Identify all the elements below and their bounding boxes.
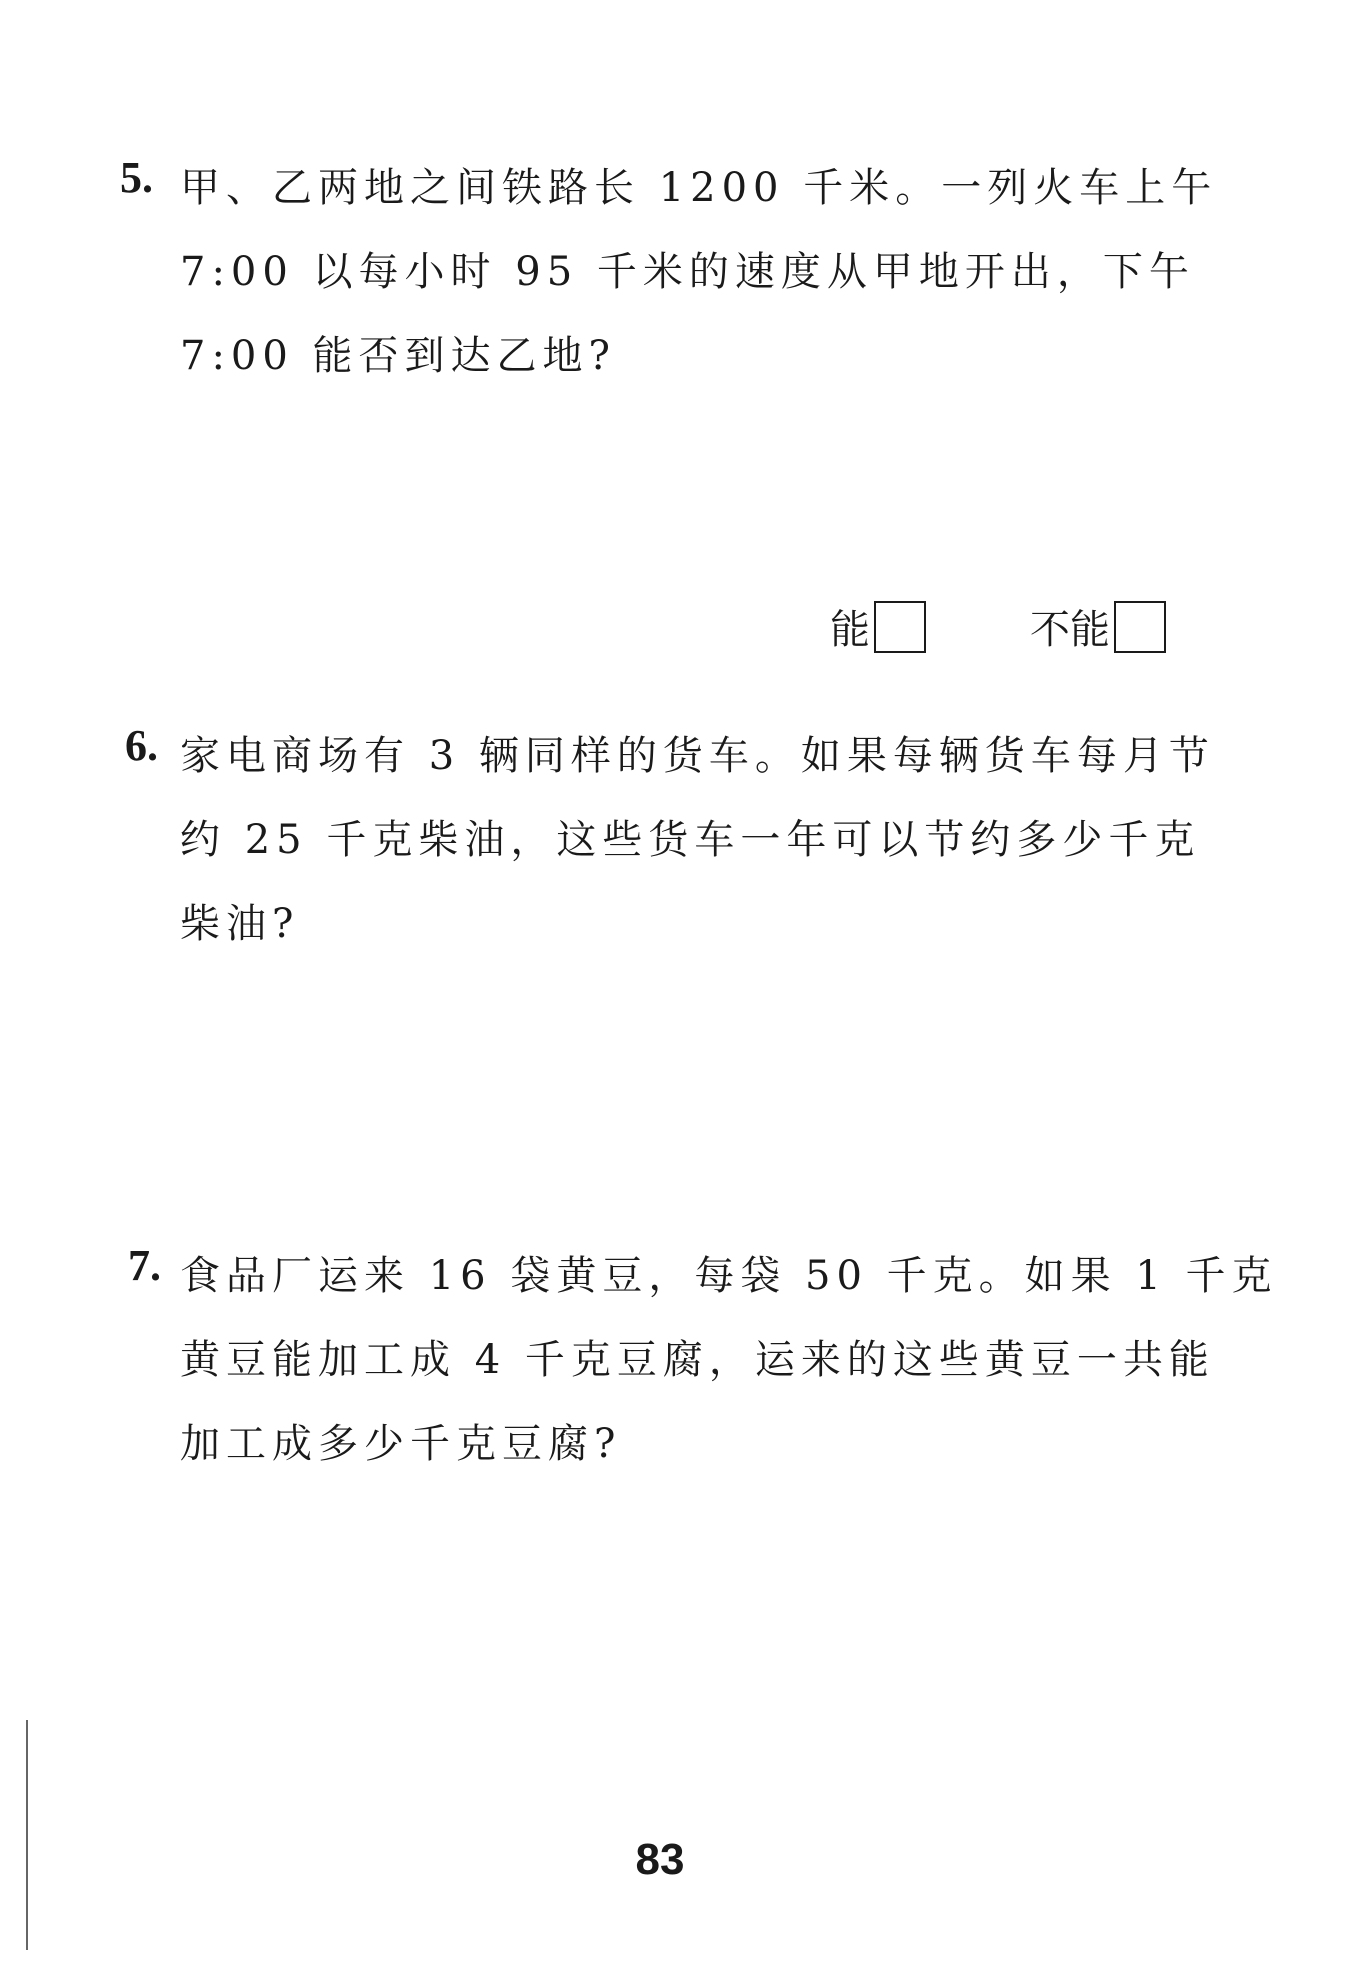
choice-no-label: 不能 — [1030, 607, 1110, 653]
choice-no-checkbox[interactable] — [1114, 601, 1166, 653]
problem-text-line: 柴油? — [180, 901, 300, 947]
problem-text-line: 加工成多少千克豆腐? — [180, 1421, 622, 1467]
choice-yes-checkbox[interactable] — [874, 601, 926, 653]
problem-text-line: 家电商场有 3 辆同样的货车。如果每辆货车每月节 — [180, 733, 1215, 779]
problem-number: 7. — [128, 1241, 161, 1290]
answer-choices — [830, 598, 1190, 658]
choice-yes — [830, 598, 926, 655]
problem-text-line: 约 25 千克柴油，这些货车一年可以节约多少千克 — [180, 817, 1201, 863]
choice-yes-label: 能 — [830, 607, 870, 653]
choice-no — [1030, 598, 1166, 655]
problem-number: 5. — [120, 153, 153, 202]
page-number: 83 — [635, 1835, 685, 1884]
problem-text-line: 7:00 能否到达乙地? — [180, 333, 616, 379]
problem-text-line: 7:00 以每小时 95 千米的速度从甲地开出，下午 — [180, 249, 1195, 295]
problem-text-line: 黄豆能加工成 4 千克豆腐，运来的这些黄豆一共能 — [180, 1337, 1215, 1383]
problem-number: 6. — [125, 721, 158, 770]
problem-text-line: 食品厂运来 16 袋黄豆，每袋 50 千克。如果 1 千克 — [180, 1253, 1278, 1299]
problem-text-line: 甲、乙两地之间铁路长 1200 千米。一列火车上午 — [180, 165, 1218, 211]
